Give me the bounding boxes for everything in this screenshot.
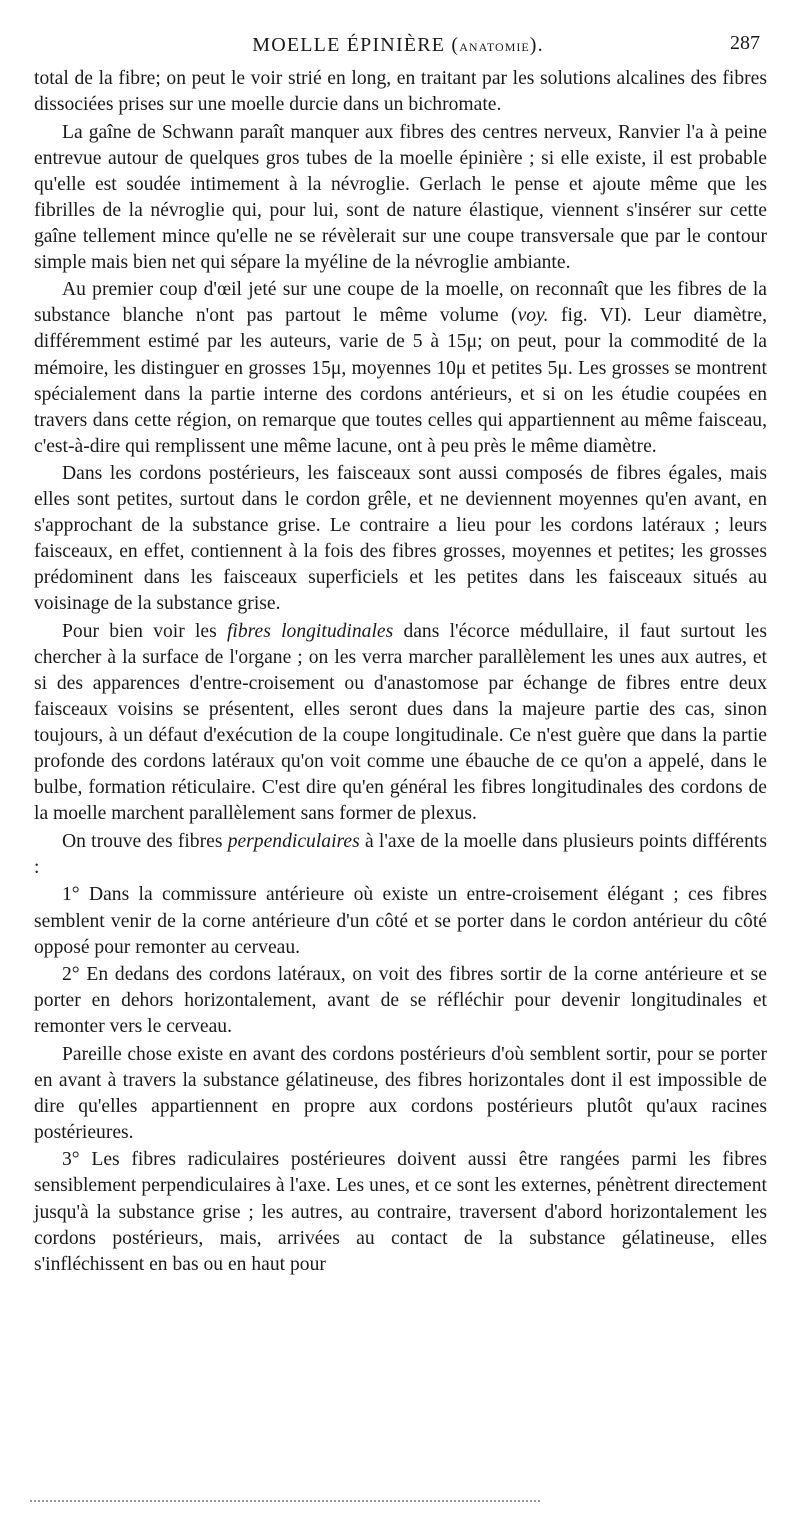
page-number: 287 bbox=[730, 32, 760, 54]
footer-dotted-rule bbox=[30, 1500, 540, 1506]
paragraph-6-italic: perpendiculaires bbox=[227, 830, 360, 852]
paragraph-6 bbox=[34, 829, 767, 881]
running-title bbox=[252, 34, 544, 57]
running-title-small-caps: anatomie bbox=[459, 35, 530, 55]
paragraph-10: 3° Les fibres radiculaires postérieures doivent aussi être rangées parmi les fibres sensiblement perpendiculaires à l'axe. Les unes, et ce sont les externes, pénètrent directement jusqu'à la substance grise ; les autres, au contraire, traversent d'abord horizontalement les cordons postérieurs, mais, arrivées au contact de la substance gélatineuse, elles s'infléchissent en bas ou en haut pour bbox=[34, 1149, 767, 1275]
paragraph-3-italic: voy. bbox=[517, 305, 549, 327]
paragraph-6-part-2: à l'axe de la moelle dans plusieurs points différents : bbox=[34, 830, 767, 878]
paragraph-5-part-2: dans l'écorce médullaire, il faut surtout les chercher à la surface de l'organe ; on les verra marcher parallèlement les unes aux autres, et si des apparences d'entre-croisement ou d'anastomose par échange de fibres entre deux faisceaux voisins se présentent, elles seront dues dans la majeure partie des cas, sinon toujours, à un défaut d'exécution de la coupe longitudinale. Ce n'est guère que dans la partie profonde des cordons latéraux qu'on voit comme une ébauche de ce qu'on a appelé, dans le bulbe, formation réticulaire. C'est dire qu'en général les fibres longitudinales des cordons de la moelle marchent parallèlement sans former de plexus. bbox=[34, 620, 767, 825]
paragraph-2: La gaîne de Schwann paraît manquer aux fibres des centres nerveux, Ranvier l'a à peine entrevue autour de quelques gros tubes de la moelle épinière ; si elle existe, il est probable qu'elle est soudée intimement à la névroglie. Gerlach le pense et ajoute même que les fibrilles de la névroglie qui, pour lui, sont de nature élastique, viennent s'insérer sur cette gaîne tellement mince qu'elle ne se révèlerait sur une coupe transversale que par le contour simple mais bien net qui sépare la myéline de la névroglie ambiante. bbox=[34, 121, 767, 273]
paragraph-3-part-1: Au premier coup d'œil jeté sur une coupe de la moelle, on reconnaît que les fibres de la substance blanche n'ont pas partout le même volume ( bbox=[34, 279, 767, 327]
text-body bbox=[34, 66, 767, 1279]
paragraph-5-italic: fibres longitudinales bbox=[226, 620, 394, 642]
paragraph-7: 1° Dans la commissure antérieure où existe un entre-croisement élégant ; ces fibres semblent venir de la corne antérieure d'un côté et se porter dans le cordon antérieur du côté opposé pour remonter au cerveau. bbox=[34, 884, 767, 958]
paragraph-6-part-1: On trouve des fibres bbox=[62, 830, 228, 852]
running-title-main: MOELLE ÉPINIÈRE ( bbox=[252, 33, 460, 56]
paragraph-9: Pareille chose existe en avant des cordons postérieurs d'où semblent sortir, pour se porter en avant à travers la substance gélatineuse, des fibres horizontales dont il est impossible de dire qu'elles appartiennent en propre aux cordons postérieurs plutôt qu'aux racines postérieures. bbox=[34, 1043, 767, 1143]
running-header bbox=[36, 30, 760, 60]
paragraph-3 bbox=[34, 277, 767, 459]
paragraph-4: Dans les cordons postérieurs, les faisceaux sont aussi composés de fibres égales, mais elles sont petites, surtout dans le cordon grêle, et ne deviennent moyennes qu'en avant, en s'approchant de la substance grise. Le contraire a lieu pour les cordons latéraux ; leurs faisceaux, en effet, contiennent à la fois des fibres grosses, moyennes et petites; les grosses prédominent dans les faisceaux superficiels et les petites dans les faisceaux situés au voisinage de la substance grise. bbox=[34, 463, 767, 615]
running-title-close: ). bbox=[529, 33, 544, 56]
paragraph-5-part-1: Pour bien voir les bbox=[62, 620, 227, 642]
paragraph-1: total de la fibre; on peut le voir strié en long, en traitant par les solutions alcalines des fibres dissociées prises sur une moelle durcie dans un bichromate. bbox=[34, 68, 767, 116]
paragraph-8: 2° En dedans des cordons latéraux, on voit des fibres sortir de la corne antérieure et se porter en dehors horizontalement, avant de se réfléchir pour devenir longitudinales et remonter vers le cerveau. bbox=[34, 964, 767, 1038]
paragraph-3-part-2: fig. VI). Leur diamètre, différemment estimé par les auteurs, varie de 5 à 15μ; on peut, pour la commodité de la mémoire, les distinguer en grosses 15μ, moyennes 10μ et petites 5μ. Les grosses se montrent spécialement dans la partie interne des cordons antérieurs, et si on les étudie coupées en travers dans cette région, on remarque que toutes celles qui appartiennent au même faisceau, c'est-à-dire qui remplissent une même lacune, ont à peu près le même diamètre. bbox=[34, 305, 767, 457]
paragraph-5 bbox=[34, 619, 767, 827]
